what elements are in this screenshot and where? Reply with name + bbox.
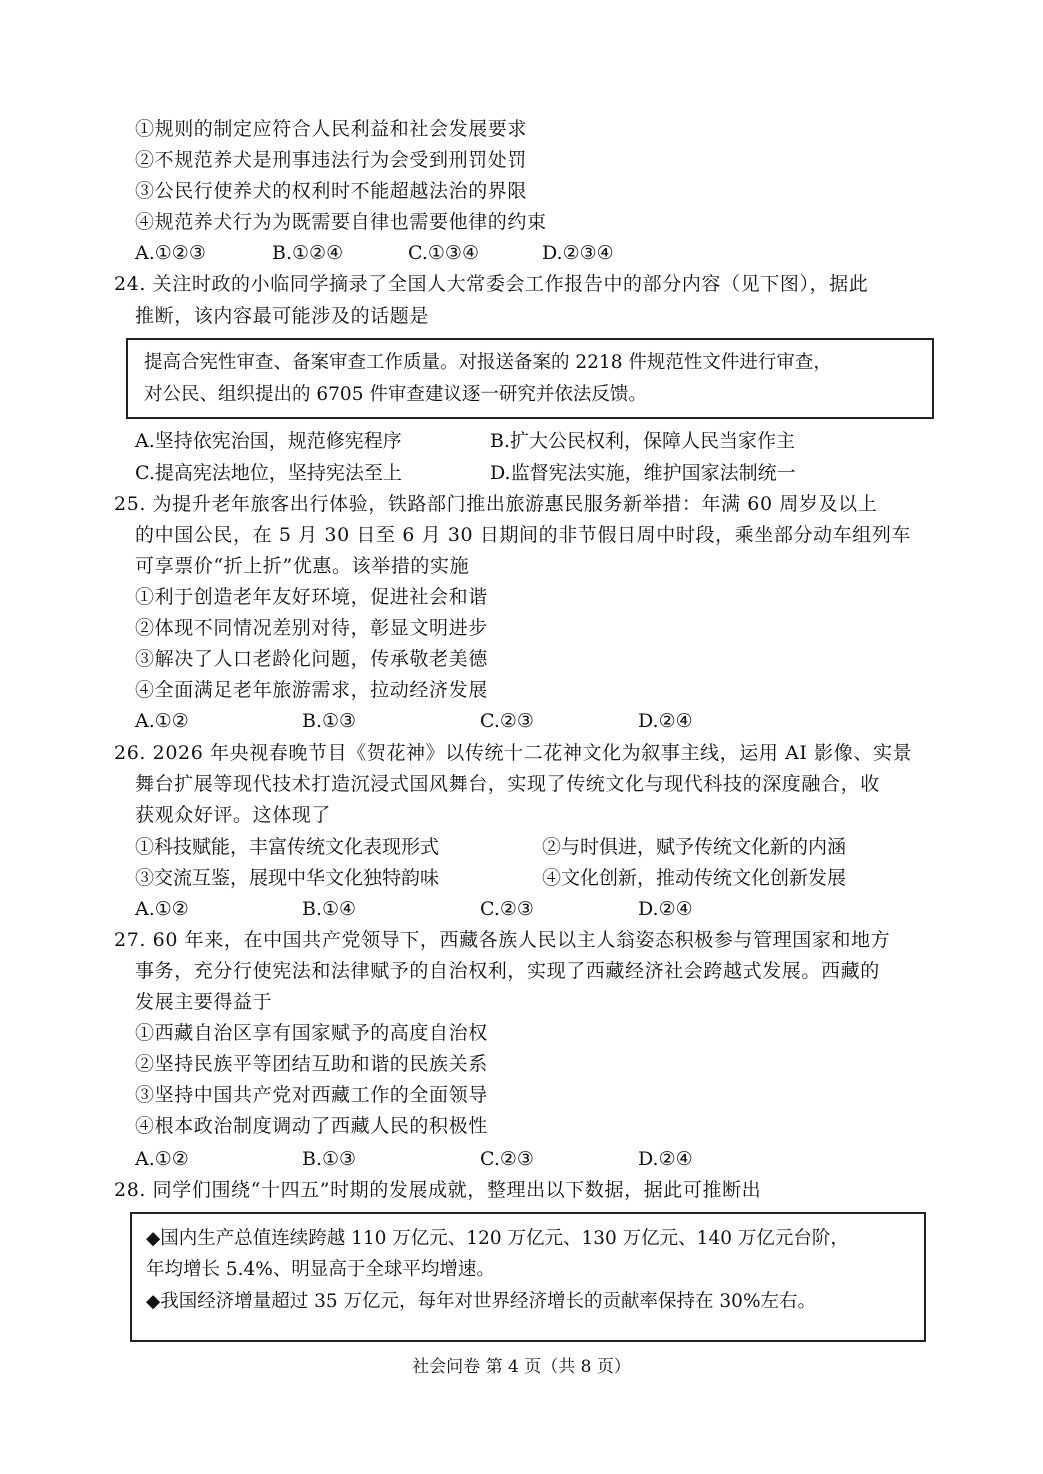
q27-statement-3: ③坚持中国共产党对西藏工作的全面领导	[135, 1084, 488, 1106]
q25-stem-line-2: 的中国公民，在 5 月 30 日至 6 月 30 日期间的非节假日周中时段，乘坐部分动车组列车	[135, 524, 912, 546]
q27-stem-line-1: 27. 60 年来，在中国共产党领导下，西藏各族人民以主人翁姿态积极参与管理国家和地方	[114, 929, 891, 951]
q23-option-a: A.①②③	[135, 242, 206, 264]
q25-stem-line-3: 可享票价“折上折”优惠。该举措的实施	[135, 555, 470, 577]
q26-stem-line-2: 舞台扩展等现代技术打造沉浸式国风舞台，实现了传统文化与现代科技的深度融合，收	[135, 773, 880, 795]
q24-option-b: B.扩大公民权利，保障人民当家作主	[490, 430, 796, 452]
q26-statement-2: ②与时俱进，赋予传统文化新的内涵	[542, 836, 847, 858]
q23-option-d: D.②③④	[542, 242, 614, 264]
q27-option-d: D.②④	[638, 1148, 693, 1170]
q25-statement-4: ④全面满足老年旅游需求，拉动经济发展	[135, 679, 488, 701]
q25-statement-1: ①利于创造老年友好环境，促进社会和谐	[135, 586, 488, 608]
q27-stem-line-2: 事务，充分行使宪法和法律赋予的自治权利，实现了西藏经济社会跨越式发展。西藏的	[135, 960, 880, 982]
q24-excerpt-line-1: 提高合宪性审查、备案审查工作质量。对报送备案的 2218 件规范性文件进行审查，	[144, 352, 832, 373]
q26-stem-line-3: 获观众好评。这体现了	[135, 804, 332, 826]
q26-statement-3: ③交流互鉴，展现中华文化独特韵味	[135, 867, 440, 889]
q27-option-c: C.②③	[480, 1148, 534, 1170]
q23-statement-1: ①规则的制定应符合人民利益和社会发展要求	[135, 118, 528, 140]
q24-stem-line-2: 推断，该内容最可能涉及的话题是	[135, 305, 430, 327]
q24-stem-line-1: 24. 关注时政的小临同学摘录了全国人大常委会工作报告中的部分内容（见下图），据此	[114, 273, 869, 295]
q28-data-box	[130, 1212, 926, 1342]
q27-option-a: A.①②	[135, 1148, 189, 1170]
q25-option-c: C.②③	[480, 710, 534, 732]
q24-option-c: C.提高宪法地位，坚持宪法至上	[135, 462, 402, 484]
q28-data-line-3: ◆我国经济增量超过 35 万亿元，每年对世界经济增长的贡献率保持在 30%左右。	[146, 1291, 817, 1312]
q23-option-c: C.①③④	[408, 242, 479, 264]
q27-stem-line-3: 发展主要得益于	[135, 991, 273, 1013]
q25-option-a: A.①②	[135, 710, 189, 732]
q23-statement-2: ②不规范养犬是刑事违法行为会受到刑罚处罚	[135, 149, 528, 171]
q28-data-line-2: 年均增长 5.4%、明显高于全球平均增速。	[146, 1259, 495, 1280]
q24-excerpt-line-2: 对公民、组织提出的 6705 件审查建议逐一研究并依法反馈。	[144, 384, 647, 405]
q28-stem-line-1: 28. 同学们围绕“十四五”时期的发展成就，整理出以下数据，据此可推断出	[114, 1179, 762, 1201]
q26-option-d: D.②④	[638, 898, 693, 920]
q27-statement-1: ①西藏自治区享有国家赋予的高度自治权	[135, 1022, 488, 1044]
q26-option-b: B.①④	[302, 898, 357, 920]
q26-statement-4: ④文化创新，推动传统文化创新发展	[542, 867, 847, 889]
q23-statement-4: ④规范养犬行为为既需要自律也需要他律的约束	[135, 211, 547, 233]
q27-statement-4: ④根本政治制度调动了西藏人民的积极性	[135, 1115, 488, 1137]
q26-option-c: C.②③	[480, 898, 534, 920]
q26-option-a: A.①②	[135, 898, 189, 920]
q25-statement-2: ②体现不同情况差别对待，彰显文明进步	[135, 617, 488, 639]
page-footer: 社会问卷 第 4 页（共 8 页）	[412, 1357, 631, 1377]
q23-statement-3: ③公民行使养犬的权利时不能超越法治的界限	[135, 180, 528, 202]
q24-option-a: A.坚持依宪治国，规范修宪程序	[135, 430, 402, 452]
q26-stem-line-1: 26. 2026 年央视春晚节目《贺花神》以传统十二花神文化为叙事主线，运用 AI 影像、实景	[114, 742, 913, 764]
q27-statement-2: ②坚持民族平等团结互助和谐的民族关系	[135, 1053, 488, 1075]
q24-option-d: D.监督宪法实施，维护国家法制统一	[490, 462, 796, 484]
q27-option-b: B.①③	[302, 1148, 357, 1170]
q25-stem-line-1: 25. 为提升老年旅客出行体验，铁路部门推出旅游惠民服务新举措：年满 60 周岁及以上	[114, 493, 878, 515]
q25-option-b: B.①③	[302, 710, 357, 732]
q26-statement-1: ①科技赋能，丰富传统文化表现形式	[135, 836, 440, 858]
q25-option-d: D.②④	[638, 710, 693, 732]
q24-excerpt-box	[126, 338, 934, 419]
q23-option-b: B.①②④	[272, 242, 344, 264]
q25-statement-3: ③解决了人口老龄化问题，传承敬老美德	[135, 648, 488, 670]
q28-data-line-1: ◆国内生产总值连续跨越 110 万亿元、120 万亿元、130 万亿元、140 万亿元台阶，	[146, 1228, 849, 1249]
